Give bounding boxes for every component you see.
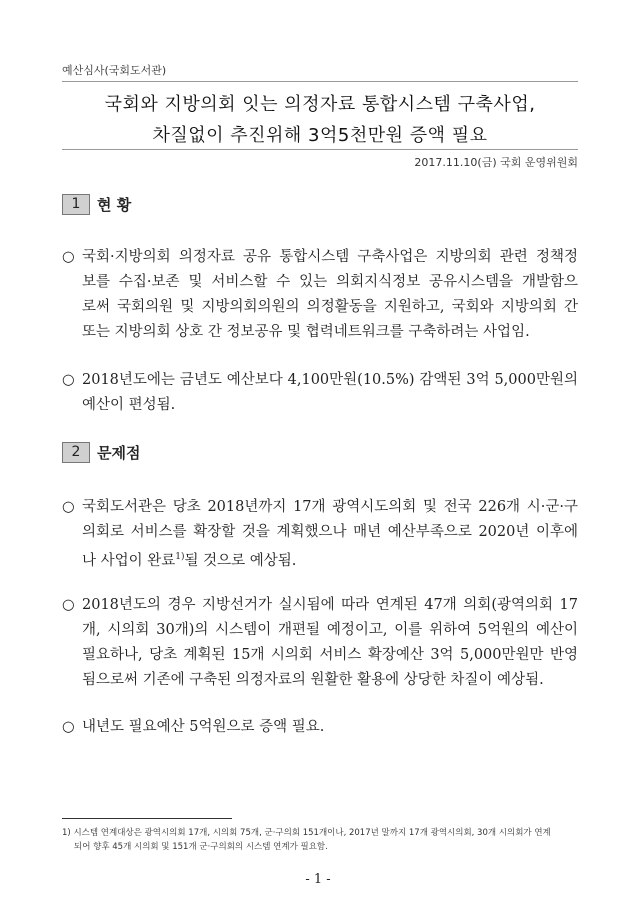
text-segment: 나 사업이 완료 (82, 552, 176, 569)
paragraph-election-2018 (62, 593, 578, 693)
text-line: 개, 시의회 30개)의 시스템이 개편될 예정이고, 이를 위하여 5억원의 예산이 (82, 622, 578, 638)
title-divider (62, 149, 578, 150)
section-number-box: 1 (62, 194, 90, 215)
text-line: 예산이 편성됨. (82, 397, 176, 413)
text-line: 국회도서관은 당초 2018년까지 17개 광역시도의회 및 전국 226개 시·군·구 (82, 499, 578, 515)
text-line: 또는 지방의회 상호 간 정보공유 및 협력네트워크를 구축하려는 사업임. (82, 324, 530, 340)
paragraph-library-plan (62, 495, 578, 570)
section-title: 현 황 (97, 196, 132, 214)
paragraph-budget-2018 (62, 368, 578, 418)
footnote (62, 826, 578, 854)
footnote-divider (62, 818, 232, 819)
text-line: 필요하나, 당초 계획된 15개 시의회 서비스 확장예산 3억 5,000만원만 반영 (82, 647, 578, 663)
text-line: 의회로 서비스를 확장할 것을 계획했으나 매년 예산부족으로 2020년 이후에 (82, 524, 578, 540)
page-number: - 1 - (305, 872, 331, 887)
text-line (82, 545, 578, 570)
date-committee-line: 2017.11.10(금) 국회 운영위원회 (414, 156, 578, 169)
text-line: 국회·지방의회 의정자료 공유 통합시스템 구축사업은 지방의회 관련 정책정 (82, 249, 578, 265)
bullet-circle-icon: ○ (62, 597, 75, 613)
footnote-line2: 되어 향후 45개 시의회 및 151개 군·구의회의 시스템 연계가 필요함. (74, 842, 328, 852)
text-segment: 될 것으로 예상됨. (184, 552, 297, 569)
paragraph-overview (62, 245, 578, 345)
footnote-mark: 1) (62, 828, 71, 838)
section-heading-1 (62, 194, 131, 215)
text-line: 보를 수집·보존 및 서비스할 수 있는 의회지식정보 공유시스템을 개발함으 (82, 274, 578, 290)
text-line: 내년도 필요예산 5억원으로 증액 필요. (82, 719, 325, 735)
footnote-reference[interactable]: 1) (175, 552, 185, 562)
document-title-line1: 국회와 지방의회 잇는 의정자료 통합시스템 구축사업, (104, 94, 536, 115)
paragraph-increase-needed (62, 715, 578, 740)
section-heading-2 (62, 442, 140, 463)
header-divider (62, 81, 578, 82)
bullet-circle-icon: ○ (62, 719, 75, 735)
text-line: 2018년도에는 금년도 예산보다 4,100만원(10.5%) 감액된 3억 5,000만원의 (82, 372, 578, 388)
section-title: 문제점 (97, 444, 141, 462)
document-title-line2: 차질없이 추진위해 3억5천만원 증액 필요 (152, 125, 488, 146)
section-number-box: 2 (62, 442, 90, 463)
document-header-label: 예산심사(국회도서관) (62, 64, 167, 77)
bullet-circle-icon: ○ (62, 499, 75, 515)
bullet-circle-icon: ○ (62, 372, 75, 388)
text-line: 2018년도의 경우 지방선거가 실시됨에 따라 연계된 47개 의회(광역의회 17 (82, 597, 578, 613)
bullet-circle-icon: ○ (62, 249, 75, 265)
text-line: 됨으로써 기존에 구축된 의정자료의 원활한 활용에 상당한 차질이 예상됨. (82, 672, 544, 688)
footnote-line1: 시스템 연계대상은 광역시의회 17개, 시의회 75개, 군·구의회 151개이나, 2017년 말까지 17개 광역시의회, 30개 시의회가 연계 (73, 828, 551, 838)
text-line: 로써 국회의원 및 지방의회의원의 의정활동을 지원하고, 국회와 지방의회 간 (82, 299, 578, 315)
